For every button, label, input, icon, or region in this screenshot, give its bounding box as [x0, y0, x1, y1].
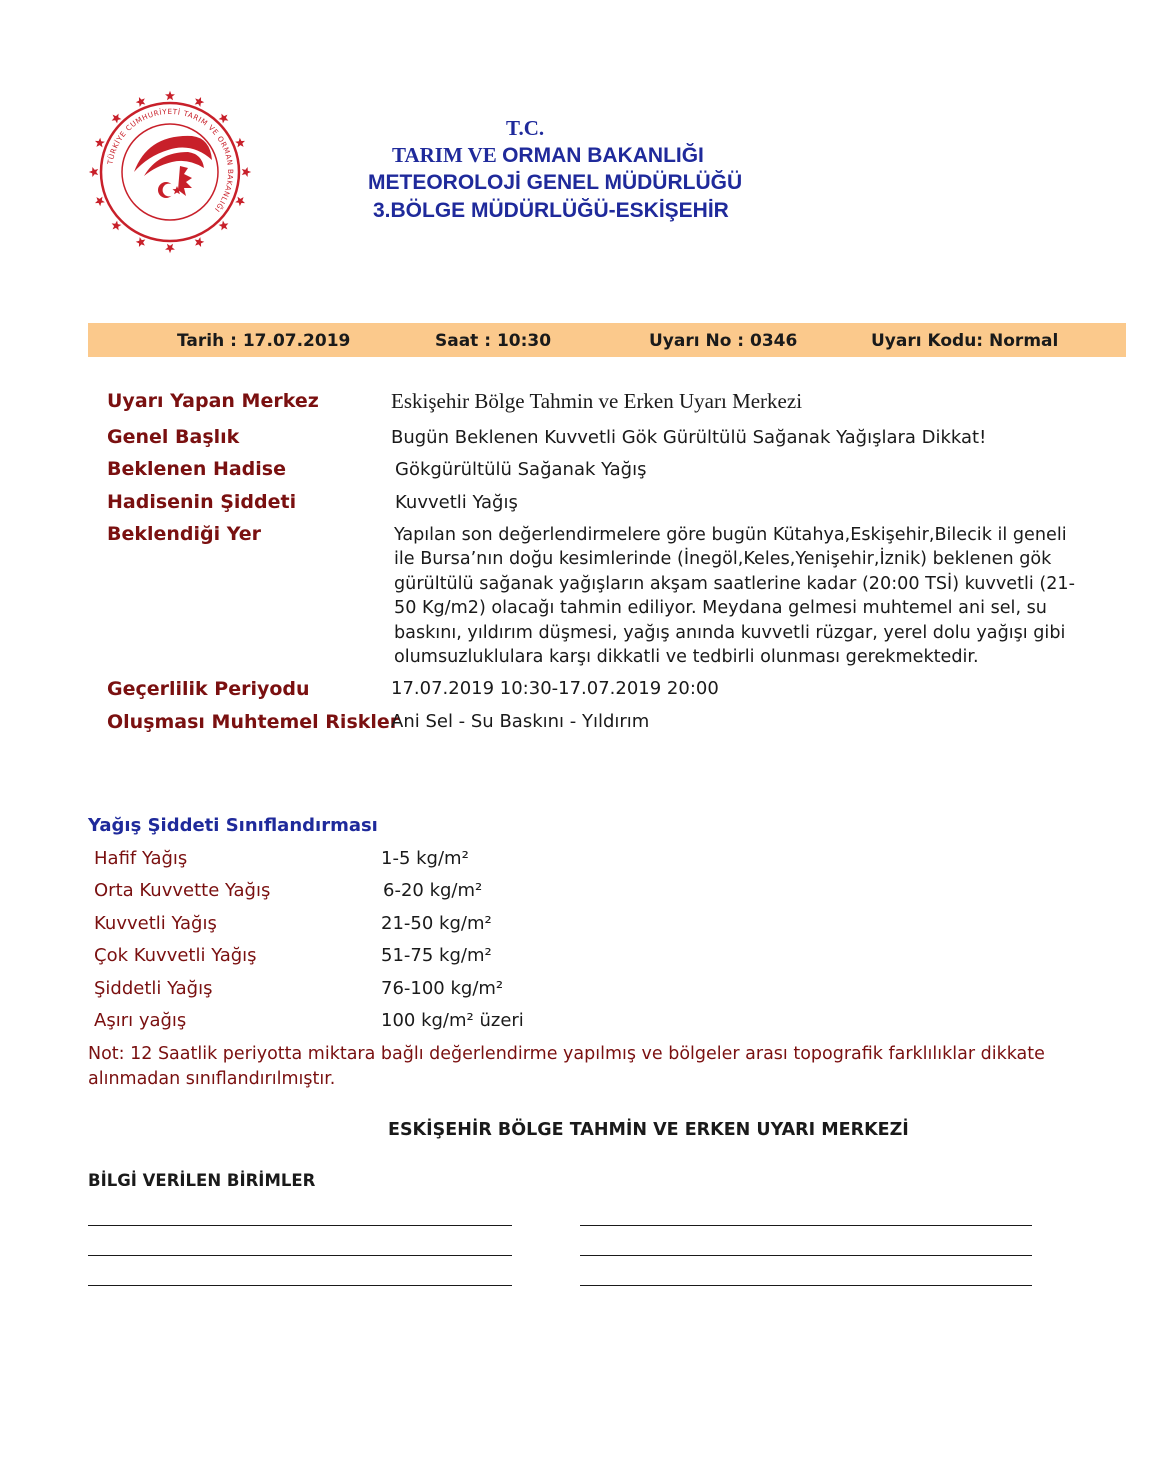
informed-units-heading: BİLGİ VERİLEN BİRİMLER: [88, 1171, 316, 1190]
seal-star-icon: [112, 221, 122, 231]
seal-star-icon: [165, 244, 175, 253]
warning-code-field: Uyarı Kodu: Normal: [871, 331, 1059, 351]
seal-star-icon: [235, 197, 245, 207]
seal-star-icon: [112, 114, 122, 124]
seal-star-icon: [89, 167, 98, 177]
signature-line: [580, 1285, 1032, 1286]
seal-star-icon: [219, 221, 229, 231]
header-ministry-part2: ORMAN BAKANLIĞI: [502, 144, 704, 167]
detail-label-title: Genel Başlık: [107, 426, 240, 448]
detail-value-validity: 17.07.2019 10:30-17.07.2019 20:00: [391, 678, 719, 699]
seal-star-icon: [165, 91, 175, 100]
note-line: alınmadan sınıflandırılmıştır.: [88, 1069, 336, 1089]
detail-label-event: Beklenen Hadise: [107, 458, 286, 480]
classification-value: 21-50 kg/m²: [381, 913, 492, 934]
classification-name: Orta Kuvvette Yağış: [94, 880, 271, 901]
classification-name: Hafif Yağış: [94, 848, 188, 869]
header-tc: T.C.: [506, 116, 545, 140]
center-signature-title: ESKİŞEHİR BÖLGE TAHMİN VE ERKEN UYARI MERKEZİ: [388, 1120, 909, 1140]
detail-label-center: Uyarı Yapan Merkez: [107, 390, 319, 412]
header-ministry-part1: TARIM VE: [392, 143, 503, 167]
detail-label-validity: Geçerlilik Periyodu: [107, 678, 310, 700]
classification-value: 76-100 kg/m²: [381, 978, 504, 999]
seal-star-icon: [235, 138, 245, 148]
signature-line: [580, 1255, 1032, 1256]
classification-name: Aşırı yağış: [94, 1010, 187, 1031]
classification-title: Yağış Şiddeti Sınıflandırması: [88, 815, 378, 836]
location-line: 50 Kg/m2) olacağı tahmin ediliyor. Meydana gelmesi muhtemel ani sel, su: [394, 598, 1047, 619]
classification-value: 100 kg/m² üzeri: [381, 1010, 524, 1031]
detail-value-center: Eskişehir Bölge Tahmin ve Erken Uyarı Merkezi: [391, 389, 803, 413]
location-line: olumsuzluklulara karşı dikkatli ve tedbirli olunması gerekmektedir.: [394, 647, 979, 668]
classification-value: 51-75 kg/m²: [381, 945, 492, 966]
seal-star-icon: [242, 167, 251, 177]
location-line: gürültülü sağanak yağışların akşam saatlerine kadar (20:00 TSİ) kuvvetli (21-: [394, 573, 1075, 594]
location-line: Yapılan son değerlendirmelere göre bugün Kütahya,Eskişehir,Bilecik il geneli: [394, 525, 1067, 545]
note-line: Not: 12 Saatlik periyotta miktara bağlı değerlendirme yapılmış ve bölgeler arası topografik farklılıklar dikkate: [88, 1044, 1045, 1064]
seal-star-icon: [195, 237, 205, 247]
header-directorate: METEOROLOJİ GENEL MÜDÜRLÜĞÜ: [368, 171, 743, 194]
ministry-seal-icon: [88, 90, 252, 254]
info-bar: [88, 323, 1126, 357]
seal-star-icon: [95, 197, 105, 207]
classification-value: 1-5 kg/m²: [381, 848, 469, 869]
warning-no-field: Uyarı No : 0346: [649, 331, 798, 351]
detail-value-event: Gökgürültülü Sağanak Yağış: [395, 459, 647, 480]
classification-note: [88, 1042, 1068, 1092]
detail-value-risks: Ani Sel - Su Baskını - Yıldırım: [391, 711, 650, 732]
detail-label-severity: Hadisenin Şiddeti: [107, 491, 297, 513]
location-line: ile Bursa’nın doğu kesimlerinde (İnegöl,Keles,Yenişehir,İznik) beklenen gök: [394, 549, 1052, 570]
seal-star-icon: [136, 97, 146, 107]
header-ministry: [392, 143, 1165, 168]
date-field: Tarih : 17.07.2019: [177, 331, 351, 351]
classification-name: Kuvvetli Yağış: [94, 913, 217, 934]
signature-line: [88, 1255, 512, 1256]
seal-star-icon: [219, 114, 229, 124]
location-line: baskını, yıldırım düşmesi, yağış anında kuvvetli rüzgar, yerel dolu yağışı gibi: [394, 622, 1066, 643]
signature-line: [88, 1285, 512, 1286]
header-regional: 3.BÖLGE MÜDÜRLÜĞÜ-ESKİŞEHİR: [373, 199, 729, 222]
detail-value-location: [394, 523, 1094, 669]
seal-star-icon: [95, 138, 105, 148]
classification-name: Şiddetli Yağış: [94, 978, 213, 999]
classification-name: Çok Kuvvetli Yağış: [94, 945, 257, 966]
seal-ring-text: TÜRKİYE CUMHURİYETİ TARIM VE ORMAN BAKANLIĞI: [105, 106, 236, 215]
seal-star-icon: [195, 97, 205, 107]
detail-label-location: Beklendiği Yer: [107, 523, 262, 545]
classification-value: 6-20 kg/m²: [383, 880, 483, 901]
signature-line: [88, 1225, 512, 1226]
signature-line: [580, 1225, 1032, 1226]
seal-star-icon: [136, 237, 146, 247]
detail-value-severity: Kuvvetli Yağış: [395, 492, 518, 513]
detail-label-risks: Oluşması Muhtemel Riskler: [107, 711, 400, 733]
detail-value-title: Bugün Beklenen Kuvvetli Gök Gürültülü Sağanak Yağışlara Dikkat!: [391, 427, 987, 448]
time-field: Saat : 10:30: [435, 331, 552, 351]
